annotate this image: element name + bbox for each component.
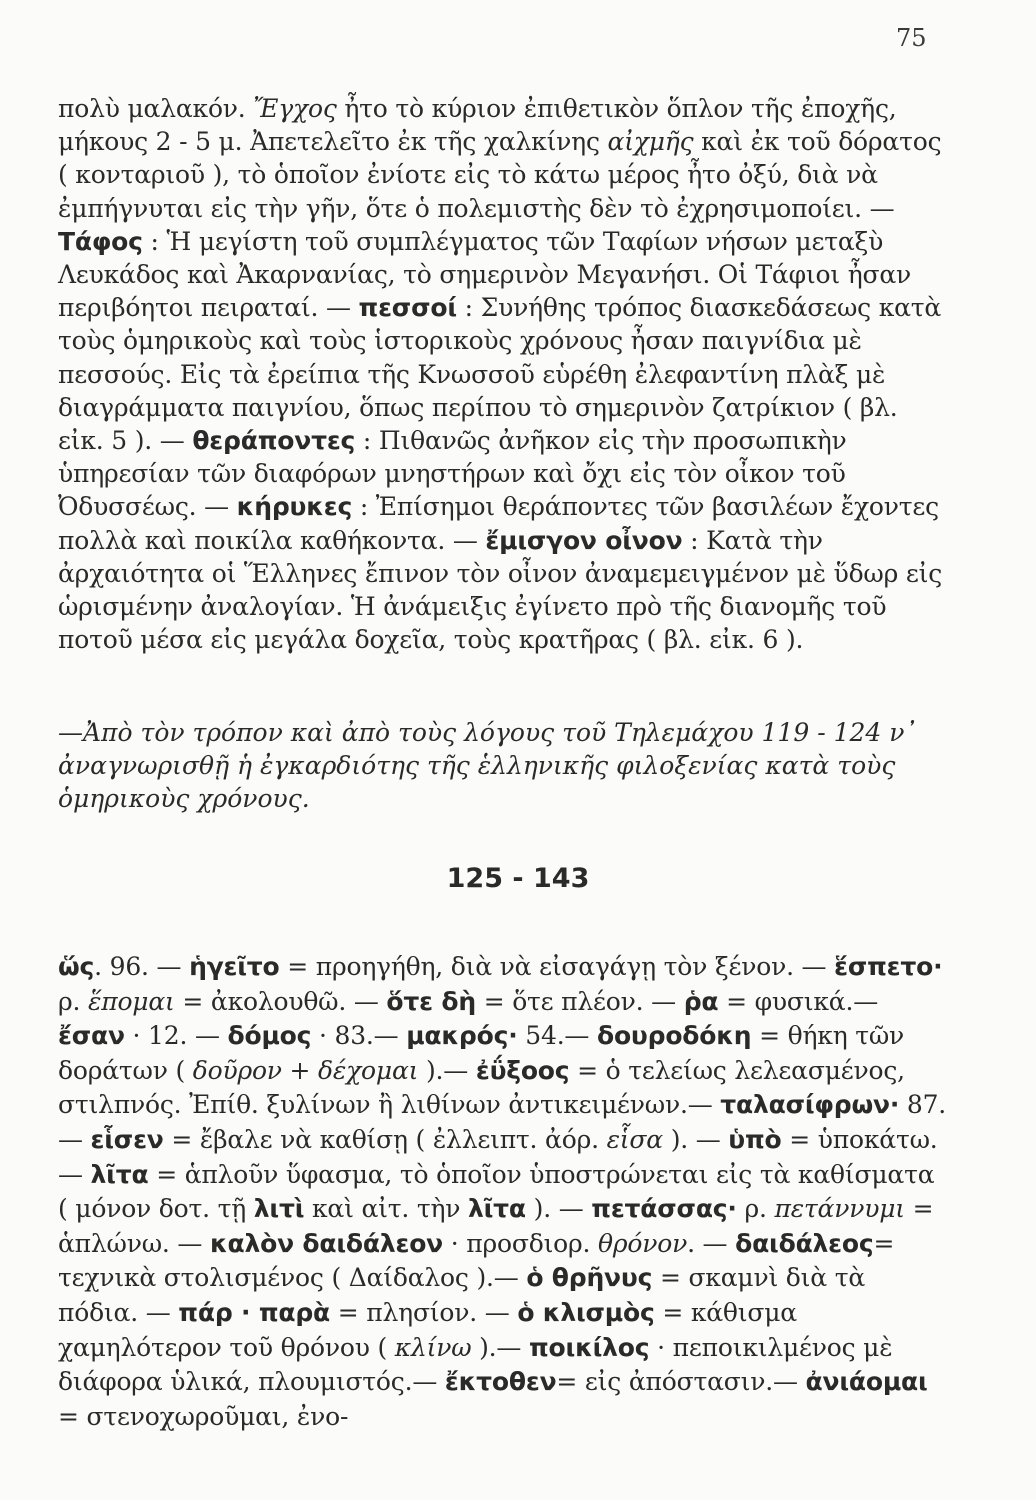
headword: ἔμισγον οἶνον: [485, 525, 683, 555]
section-heading: 125 - 143: [446, 863, 590, 894]
glossary-paragraph: [58, 925, 948, 1459]
text-run: . —: [687, 1228, 736, 1258]
text-run: καὶ αἰτ. τὴν: [304, 1194, 469, 1224]
text-run: ρ.: [736, 1194, 775, 1224]
text-run: = ἁπλοῦν ὕφασμα, τὸ ὁποῖον ὑποστρώνεται εἰς τὰ καθίσματα ( μόνον δοτ. τῇ: [58, 1159, 935, 1224]
headword: λιτὶ: [253, 1194, 305, 1224]
italic-term: ἕπομαι: [88, 986, 175, 1016]
text-run: = σκαμνὶ διὰ τὰ πόδια. —: [58, 1263, 866, 1327]
text-run: · 12. —: [124, 1021, 228, 1051]
commentary-text: [58, 92, 948, 656]
text-run: : Συνήθης τρόπος διασκεδάσεως κατὰ τοὺς ὁμηρικοὺς καὶ τοὺς ἱστορικοὺς χρόνους ἦσαν παιγνίδια μὲ πεσσούς. Εἰς τὰ ἐρείπια τῆς Κνωσσοῦ εὑρέθη ἐλεφαντίνη πλὰξ μὲ διαγράμματα παιγνίου, ὅπως περίπου τὸ σημερινὸν ζατρίκιον ( βλ. εἰκ. 5 ). —: [58, 293, 942, 456]
text-run: = εἰς ἀπόστασιν.—: [556, 1367, 806, 1397]
text-run: = ἁπλώνω. —: [58, 1194, 934, 1258]
text-run: = θήκη τῶν δοράτων (: [58, 1021, 905, 1085]
headword: μακρός·: [406, 1021, 518, 1051]
headword: εἷσεν: [90, 1124, 164, 1154]
text-run: · προσδιορ.: [443, 1228, 599, 1258]
italic-term: Ἔγχος: [253, 94, 337, 123]
text-run: = τεχνικὰ στολισμένος ( Δαίδαλος ).—: [58, 1228, 895, 1293]
text-run: 87.—: [58, 1090, 947, 1154]
headword: θεράποντες: [192, 426, 356, 456]
text-run: 54.—: [517, 1021, 597, 1051]
text-run: · πεποικιλμένος μὲ διάφορα ὑλικά, πλουμιστός.—: [58, 1332, 893, 1397]
headword: λῖτα: [90, 1159, 149, 1189]
headword: ἐΰξοος: [475, 1055, 570, 1085]
page-number: 75: [896, 24, 927, 52]
italic-term: αἰχμῆς: [607, 127, 694, 157]
headword: δουροδόκη: [596, 1021, 752, 1051]
headword: καλὸν δαιδάλεον: [209, 1228, 444, 1258]
text-run: = ὁ τελείως λελεασμένος, στιλπνός. Ἐπίθ. ξυλίνων ἢ λιθίνων ἀντικειμένων.—: [58, 1055, 905, 1120]
headword: ὁ κλισμὸς: [517, 1297, 655, 1327]
headword: ἔκτοθεν: [444, 1367, 557, 1397]
text-run: καὶ ἐκ τοῦ δόρατος ( κονταριοῦ ), τὸ ὁποῖον ἐνίοτε εἰς τὸ κάτω μέρος ἦτο ὀξύ, διὰ νὰ ἐμπήγνυται εἰς τὴν γῆν, ὅτε ὁ πολεμιστὴς δὲν τὸ ἐχρησιμοποίει. —: [58, 127, 942, 223]
headword: ἕσπετο·: [834, 952, 943, 981]
italic-term: πετάννυμι: [774, 1194, 905, 1224]
headword: πάρ · παρὰ: [178, 1297, 331, 1327]
text-run: ).—: [471, 1332, 529, 1362]
text-run: = ὑποκάτω.—: [58, 1124, 938, 1189]
text-run: = στενοχωροῦμαι, ἐνο-: [58, 1401, 349, 1431]
glossary-text: [58, 950, 948, 1434]
text-run: ). —: [525, 1194, 592, 1224]
text-run: πολὺ μαλακόν.: [58, 94, 254, 123]
text-run: = ὅτε πλέον. —: [475, 986, 684, 1016]
quote-paragraph: —Ἀπὸ τὸν τρόπον καὶ ἀπὸ τοὺς λόγους τοῦ Τηλεμάχου 119 - 124 ν᾽ ἀναγνωρισθῇ ἡ ἐγκαρδιότης τῆς ἑλληνικῆς φιλοξενίας κατὰ τοὺς ὁμηρικοὺς χρόνους.: [58, 718, 917, 813]
italic-term: θρόνον: [598, 1228, 688, 1258]
headword: ὑπὸ: [728, 1124, 782, 1154]
headword: κήρυκες: [236, 492, 353, 522]
italic-term: εἷσα: [606, 1124, 663, 1154]
text-run: : Πιθανῶς ἀνῆκον εἰς τὴν προσωπικὴν ὑπηρεσίαν τῶν διαφόρων μνηστήρων καὶ ὄχι εἰς τὸν οἶκον τοῦ Ὀδυσσέως. —: [58, 426, 847, 522]
text-run: · 83.—: [311, 1021, 407, 1051]
headword: πετάσσας·: [591, 1194, 737, 1224]
headword: ταλασίφρων·: [720, 1090, 900, 1120]
headword: ὁ θρῆνυς: [526, 1263, 653, 1293]
headword: ποικίλος: [528, 1332, 650, 1362]
headword: λῖτα: [468, 1194, 526, 1224]
headword: ὥς: [58, 952, 95, 981]
headword: ἔσαν: [58, 1021, 125, 1051]
text-run: ρ.: [58, 986, 88, 1016]
text-run: = ἀκολουθῶ. —: [174, 986, 387, 1016]
commentary-paragraph: [58, 92, 948, 656]
text-run: = προηγήθη, διὰ νὰ εἰσαγάγῃ τὸν ξένον. —: [279, 952, 835, 981]
text-run: ἦτο τὸ κύριον ἐπιθετικὸν ὅπλον τῆς ἐποχῆς, μήκους 2 - 5 μ. Ἀπετελεῖτο ἐκ τῆς χαλκίνης: [58, 94, 897, 157]
headword: ἡγεῖτο: [189, 952, 280, 981]
text-run: = φυσικά.—: [718, 986, 879, 1016]
text-run: = κάθισμα χαμηλότερον τοῦ θρόνου (: [58, 1297, 797, 1362]
text-run: = πλησίον. —: [330, 1297, 518, 1327]
italic-term: δοῦρον + δέχομαι: [192, 1055, 419, 1085]
headword: ὅτε δὴ: [386, 986, 476, 1016]
italic-term: κλίνω: [394, 1332, 472, 1362]
headword: ἀνιάομαι: [805, 1367, 928, 1397]
headword: ῥα: [683, 986, 719, 1016]
headword: δόμος: [227, 1021, 312, 1051]
text-run: : Ἐπίσημοι θεράποντες τῶν βασιλέων ἔχοντες πολλὰ καὶ ποικίλα καθήκοντα. —: [58, 492, 939, 555]
text-run: : Κατὰ τὴν ἀρχαιότητα οἱ Ἕλληνες ἔπινον τὸν οἶνον ἀναμεμειγμένον μὲ ὕδωρ εἰς ὡρισμένην ἀναλογίαν. Ἡ ἀνάμειξις ἐγίνετο πρὸ τῆς διανομῆς τοῦ ποτοῦ μέσα εἰς μεγάλα δοχεῖα, τοὺς κρατῆρας ( βλ. εἰκ. 6 ).: [58, 525, 943, 655]
headword: δαιδάλεος: [735, 1228, 874, 1258]
headword: πεσσοί: [358, 293, 457, 323]
text-run: : Ἡ μεγίστη τοῦ συμπλέγματος τῶν Ταφίων νήσων μεταξὺ Λευκάδος καὶ Ἀκαρνανίας, τὸ σημερινὸν Μεγανήσι. Οἱ Τάφιοι ἦσαν περιβόητοι πειραταί. —: [58, 226, 912, 323]
text-run: ). —: [662, 1124, 729, 1154]
text-run: . 96. —: [94, 952, 190, 981]
text-run: ).—: [418, 1055, 476, 1085]
text-run: = ἔβαλε νὰ καθίσῃ ( ἐλλειπτ. ἀόρ.: [163, 1124, 607, 1154]
headword: Τάφος: [58, 226, 143, 256]
